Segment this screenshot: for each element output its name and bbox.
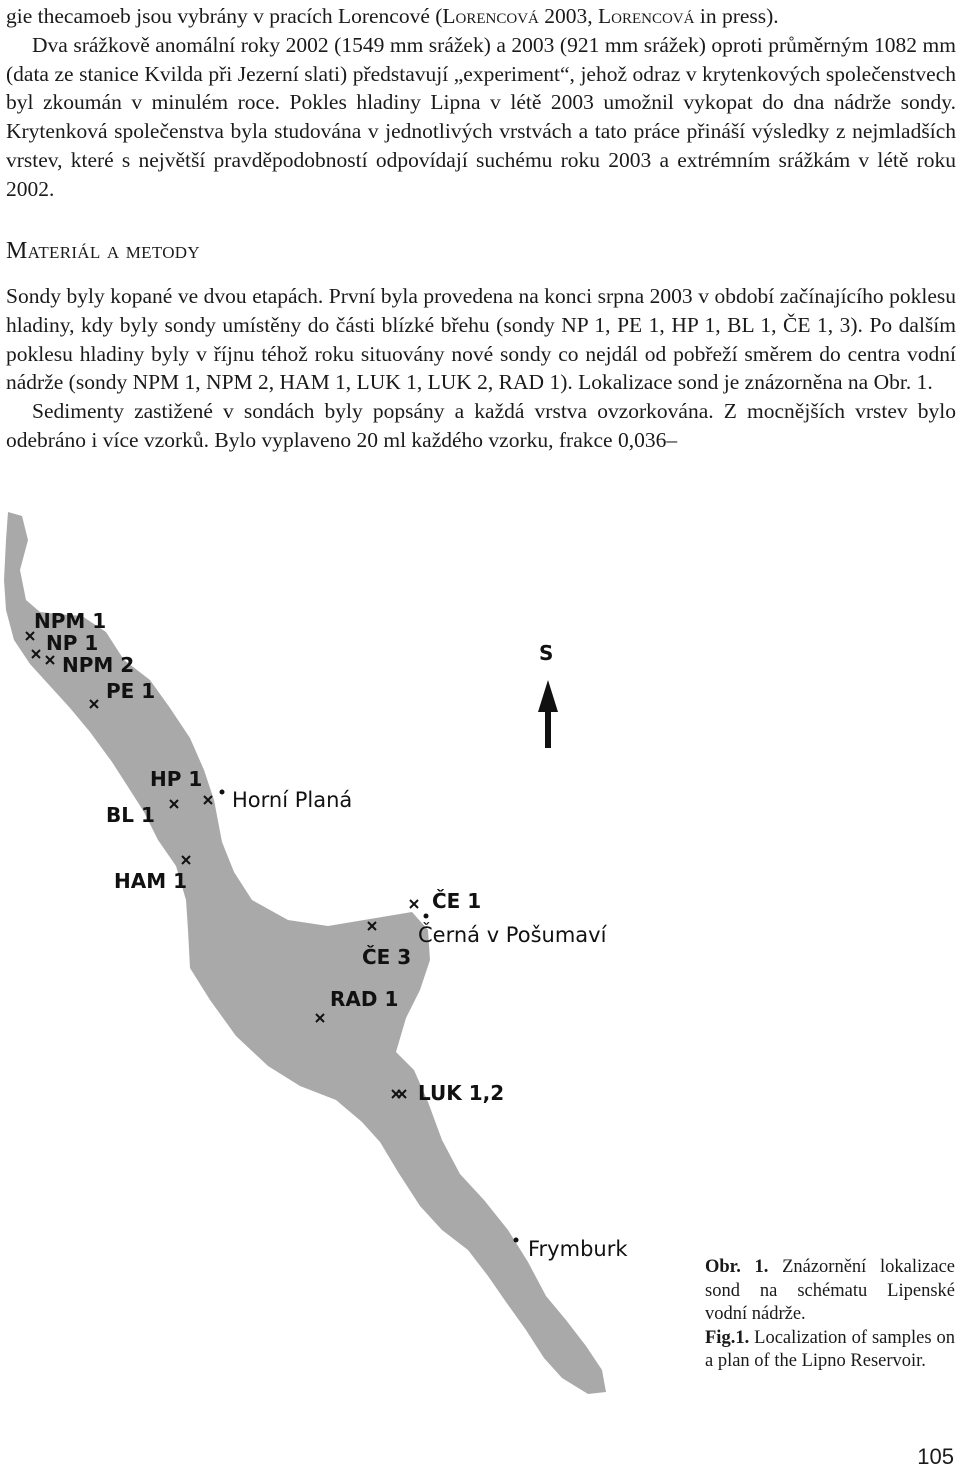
site-label: PE 1 [106, 679, 156, 703]
section-heading: Materiál a metody [6, 238, 200, 264]
site-label: RAD 1 [330, 987, 399, 1011]
methods-paragraph-1: Sondy byly kopané ve dvou etapách. První byla provedena na konci srpna 2003 v období začínajícího poklesu hladiny, kdy byly sondy umístěny do části blízké břehu (sondy NP 1, PE 1, HP 1, BL 1, ČE 1, 3). Po dalším poklesu hladiny byly v říjnu téhož roku situovány nové sondy co nejdál od pobřeží směrem do centra vodní nádrže (sondy NPM 1, NPM 2, HAM 1, LUK 1, LUK 2, RAD 1). Lokalizace sond je znázorněna na Obr. 1. [6, 284, 956, 395]
caption-en: Fig.1. Localization of samples on a plan of the Lipno Reservoir. [705, 1327, 955, 1371]
site-label: NPM 1 [34, 609, 107, 633]
site-label: HP 1 [150, 767, 203, 791]
caption-cz: Obr. 1. Znázornění lokalizace sond na schématu Lipenské vodní nádrže. [705, 1257, 955, 1324]
site-label: LUK 1,2 [418, 1081, 505, 1105]
citation: Lorencová [442, 4, 539, 28]
citation: Lorencová [598, 4, 695, 28]
north-arrow [538, 641, 558, 748]
town-label: Horní Planá [232, 788, 353, 812]
site-label: HAM 1 [114, 869, 187, 893]
intro-line: gie thecamoeb jsou vybrány v pracích Lorencové (Lorencová 2003, Lorencová in press). [6, 4, 779, 28]
intro-text [6, 2, 956, 204]
site-label: ČE 3 [362, 945, 412, 969]
site-label: BL 1 [106, 803, 155, 827]
town-label: Frymburk [528, 1237, 628, 1261]
methods-paragraph-2: Sedimenty zastižené v sondách byly popsány a každá vrstva ovzorkována. Z mocnějších vrstev bylo odebráno i více vzorků. Bylo vyplaveno 20 ml každého vzorku, frakce 0,036– [6, 399, 956, 452]
page-number: 105 [917, 1444, 954, 1469]
town-label: Černá v Pošumaví [418, 923, 607, 947]
figure-caption [705, 1256, 955, 1374]
north-label: S [539, 641, 554, 665]
intro-paragraph: Dva srážkově anomální roky 2002 (1549 mm srážek) a 2003 (921 mm srážek) oproti průměrným 1082 mm (data ze stanice Kvilda při Jezerní slati) představují „experiment“, jehož odraz v krytenkových společenstvech byl zkoumán v minulém roce. Pokles hladiny Lipna v létě 2003 umožnil vykopat do dna nádrže sondy. Krytenková společenstva byla studována v jednotlivých vrstvách a tato práce přináší výsledky z nejmladších vrstev, které s největší pravděpodobností odpovídají suchému roku 2003 a extrémním srážkám v létě roku 2002. [6, 32, 956, 201]
site-label: NP 1 [46, 631, 99, 655]
methods-text [6, 282, 956, 455]
site-label: NPM 2 [62, 653, 135, 677]
reservoir-map [0, 500, 700, 1400]
site-label: ČE 1 [432, 889, 482, 913]
